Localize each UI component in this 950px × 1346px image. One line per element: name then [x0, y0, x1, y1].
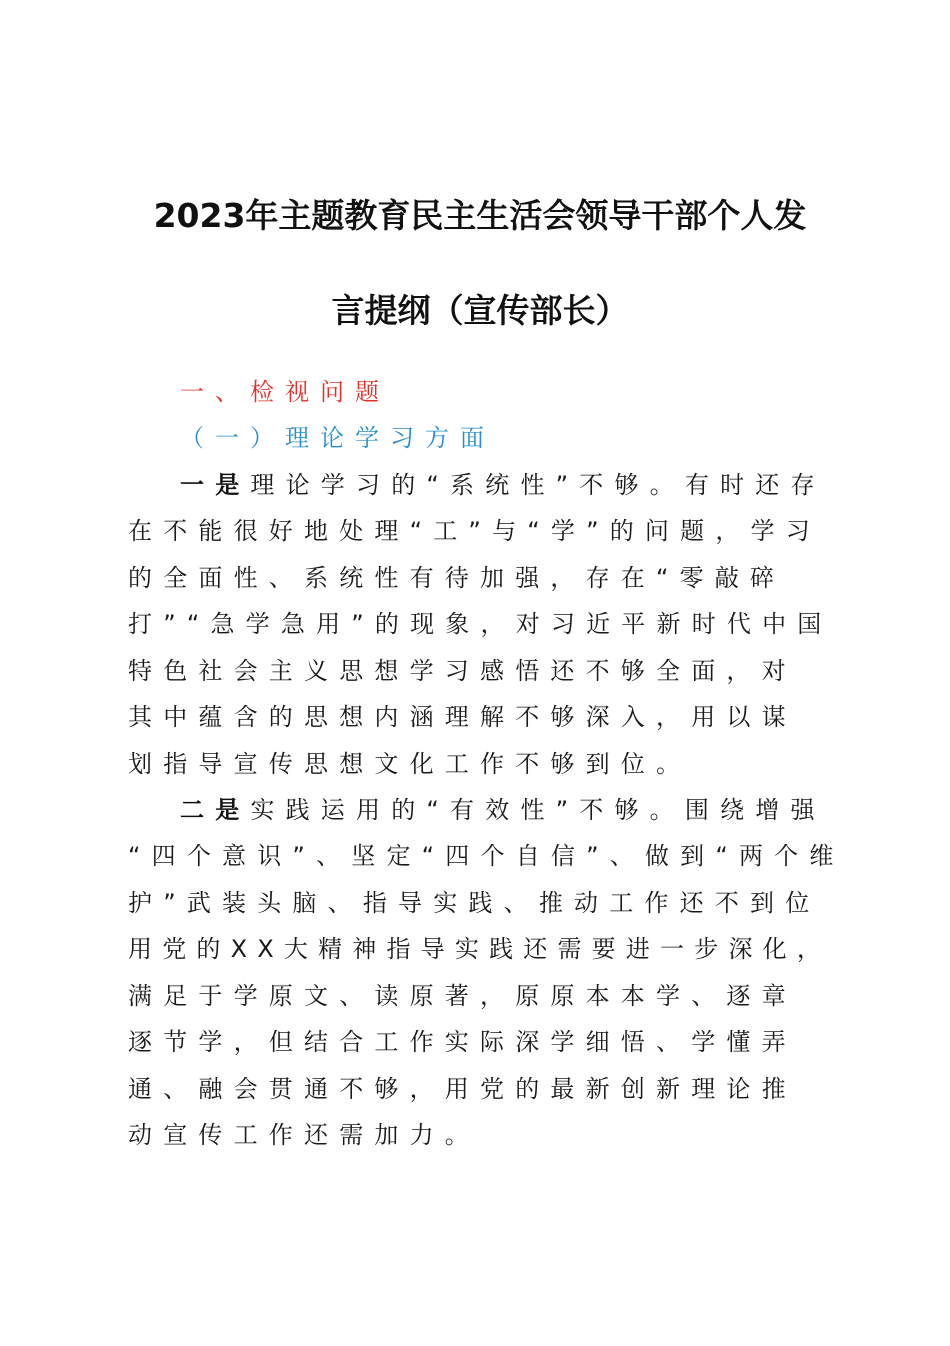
paragraph1-line: 打”“急学急用”的现象，对习近平新时代中国 — [128, 610, 833, 638]
paragraph2-line: 护”武装头脑、指导实践、推动工作还不到位 — [128, 889, 821, 917]
paragraph2-line: 用党的XX大精神指导实践还需要进一步深化， — [128, 935, 832, 963]
paragraph1-line: 特色社会主义思想学习感悟还不够全面，对 — [128, 657, 797, 685]
paragraph2-line: 通、融会贯通不够，用党的最新创新理论推 — [128, 1075, 797, 1103]
paragraph1-text: 理论学习的“系统性”不够。有时还存 — [250, 471, 826, 499]
paragraph1-lead: 一是 — [180, 471, 251, 499]
document-title-line2: 言提纲（宣传部长） — [331, 291, 629, 330]
paragraph2-line — [180, 790, 826, 825]
paragraph1-line: 划指导宣传思想文化工作不够到位。 — [128, 750, 692, 778]
subsection-heading: （一）理论学习方面 — [180, 424, 495, 452]
paragraph1-line: 其中蕴含的思想内涵理解不够深入，用以谋 — [128, 703, 797, 731]
paragraph2-lead: 二是 — [180, 796, 251, 824]
document-title-line1: 2023年主题教育民主生活会领导干部个人发 — [153, 196, 807, 235]
paragraph2-line: 满足于学原文、读原著，原原本本学、逐章 — [128, 982, 797, 1010]
paragraph1-line: 在不能很好地处理“工”与“学”的问题，学习 — [128, 517, 821, 545]
paragraph2-line: “四个意识”、坚定“四个自信”、做到“两个维 — [128, 842, 845, 870]
paragraph1-line: 的全面性、系统性有待加强，存在“零敲碎 — [128, 564, 786, 592]
section-heading: 一、检视问题 — [180, 378, 390, 406]
paragraph1-line — [180, 465, 826, 500]
paragraph2-line: 逐节学，但结合工作实际深学细悟、学懂弄 — [128, 1028, 797, 1056]
paragraph2-text: 实践运用的“有效性”不够。围绕增强 — [250, 796, 826, 824]
paragraph2-line: 动宣传工作还需加力。 — [128, 1121, 480, 1149]
